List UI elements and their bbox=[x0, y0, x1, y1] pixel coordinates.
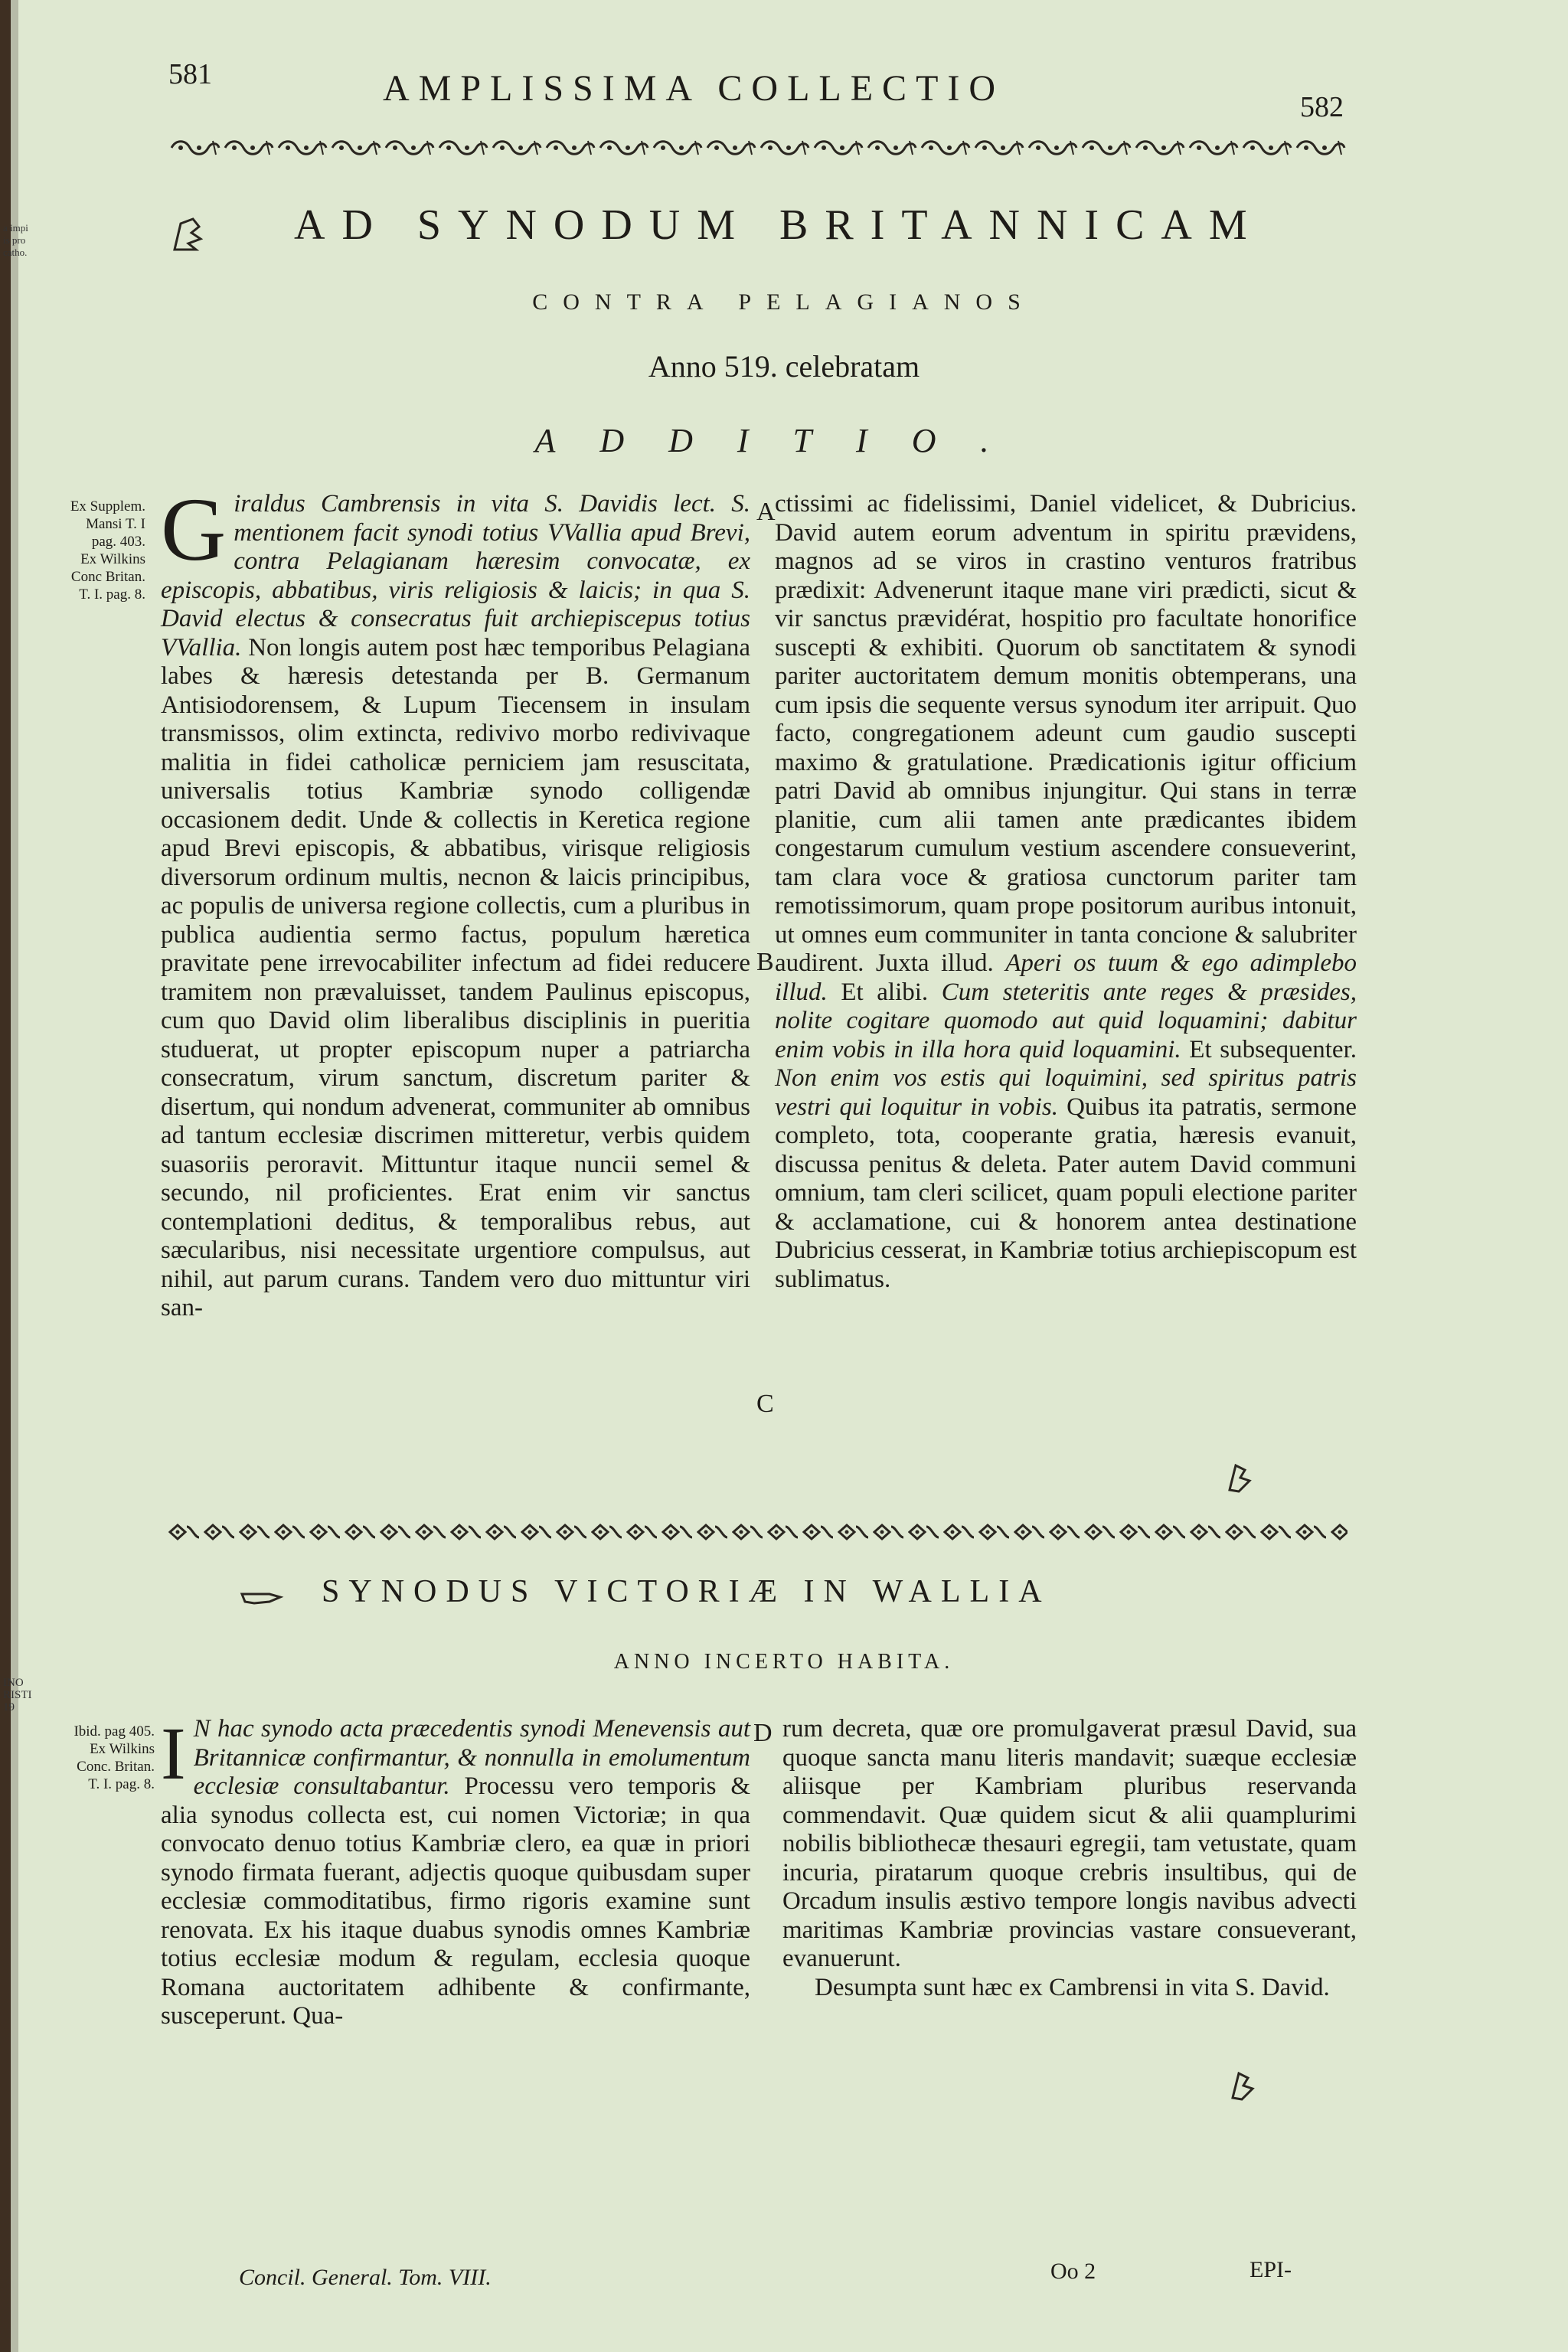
footer-signature: Oo 2 bbox=[1050, 2259, 1096, 2284]
fragment-line: RISTI bbox=[3, 1689, 32, 1701]
section1-title: AD SYNODUM BRITANNICAM bbox=[294, 201, 1264, 249]
section2-margin-note bbox=[40, 1723, 155, 1793]
section-letter-b: B bbox=[756, 948, 774, 976]
section1-right-text-b: Et alibi. bbox=[841, 978, 929, 1006]
margin-note-line: pag. 403. bbox=[91, 534, 145, 550]
margin-note-line: Ex Wilkins bbox=[80, 551, 145, 567]
section1-quote-3: Non enim vos estis qui loquimini, sed spiritus patris vestri qui loquitur in vobis. bbox=[775, 1064, 1357, 1121]
manicule-icon bbox=[239, 1586, 285, 1609]
margin-note-line: Conc Britan. bbox=[70, 569, 145, 585]
manicule-icon bbox=[1227, 2069, 1257, 2102]
pointing-hand-icon bbox=[170, 216, 204, 258]
section-letter-d: D bbox=[753, 1719, 773, 1747]
section1-right-text-a: ctissimi ac fidelissimi, Daniel videlicet, & Dubricius. David autem eorum adventum in spiritu prævidens, magnos ad se viros in crastino venturos fratribus prædixit: Advenerunt itaque mane viri prædicti, sicut & vir sanctus prævidérat, hospitio pro facultate honorifice suscepti & exhibiti. Quorum ob sanctitatem & synodi pariter auctoritatem demum monitis obtemperans, una cum ipsis die sequente versus synodum iter arripuit. Quo facto, congregationem adeunt cum gaudio suscepti maximo & gratulatione. Prædicationis igitur officium patri David ab omnibus injungitur. Qui stans in terræ planitie, cum alii tamen ante prædicantes ibidem congestarum cumulum vestium ascendere consueverint, tam clara voce & gratiosa cunctorum pariter tam remotissimorum, quam prope positorum auribus intonuit, ut omnes eum communiter in tanta concione & salubriter audirent. Juxta illud. bbox=[775, 490, 1357, 977]
manicule-icon bbox=[1223, 1461, 1254, 1494]
section1-year: Anno 519. celebratam bbox=[648, 349, 920, 384]
section1-left-intro-italic: iraldus Cambrensis in vita S. Davidis lect. S. mentionem facit synodi totius VVallia apud Brevi, contra Pelagianam hæresim convocatæ, ex episcopis, abbatibus, viris religiosis & laicis; in qua S. David electus & consecratus fuit archiepiscepus totius VVallia. bbox=[161, 490, 750, 662]
section1-end-hand-icon bbox=[1223, 1461, 1254, 1498]
margin-note-line: Ex Supplem. bbox=[70, 498, 145, 514]
section2-right-column bbox=[782, 1715, 1357, 2002]
margin-note-line: Conc. Britan. bbox=[77, 1759, 155, 1775]
section1-left-text: Non longis autem post hæc temporibus Pelagiana labes & hæresis detestanda per B. Germanum Antisiodorensem, & Lupum Tiecensem in insulam transmissos, olim extincta, redivivo morbo redivivaque malitia in fidei catholicæ perniciem jam resuscitata, universalis totius Kambriæ synodo colligendæ occasionem dedit. Unde & collectis in Keretica regione apud Brevi episcopis, & abbatibus, virisque religiosis diversorum ordinum multis, necnon & laicis principibus, ac populis de universa regione collectis, cum a pluribus in publica audientia sermo factus, populum hæretica pravitate pene irrevocabiliter infectum ad fidei reducere tramitem non prævaluisset, tandem Paulinus episcopus, cum quo David olim liberalibus disciplinis in pueritia studuerat, ut propter episcopum nuper a patriarcha consecratum, virum sanctum, discretum pariter & disertum, qui nondum advenerat, communiter ab omnibus ad tantum ecclesiæ discrimen mitteretur, verbis quidem suasoriis peroravit. Mittuntur itaque nuncii semel & secundo, nil proficientes. Erat enim vir sanctus contemplationi deditus, & temporalibus rebus, aut sæcularibus, nisi necessitate urgentiore compulsus, aut nihil, aut parum curans. Tandem vero duo mittuntur viri san- bbox=[161, 633, 751, 1321]
section-letter-a: A bbox=[756, 498, 776, 526]
fragment-line: catho. bbox=[3, 247, 28, 258]
ornament-border-svg bbox=[168, 1522, 1348, 1542]
ornament-border-svg bbox=[168, 138, 1348, 158]
running-title: AMPLISSIMA COLLECTIO bbox=[383, 68, 1005, 109]
left-edge-fragment-bottom bbox=[3, 1677, 34, 1713]
section2-left-intro-italic: N hac synodo acta præcedentis synodi Menevensis aut Britannicæ confirmantur, & nonnulla in emolumentum ecclesiæ consultabantur. bbox=[193, 1715, 750, 1800]
pointing-hand-icon bbox=[239, 1586, 285, 1613]
section2-end-hand-icon bbox=[1227, 2069, 1257, 2106]
section1-left-column bbox=[161, 479, 751, 1323]
margin-note-line: Mansi T. I bbox=[86, 516, 145, 532]
section1-right-column bbox=[775, 490, 1357, 1294]
section2-left-text: Processu vero temporis & alia synodus collecta est, cui nomen Victoriæ; in qua convocato denuo totius Kambriæ clero, ea quæ in priori synodo firmata fuerant, adjectis quoque quibusdam super ecclesiæ commoditatibus, firmo rigoris examine sunt renovata. Ex his itaque duabus synodis omnes Kambriæ totius ecclesiæ modum & regulam, ecclesia quoque Romana auctoritatem adhibente & confirmante, susceperunt. Qua- bbox=[161, 1772, 750, 2030]
section1-margin-note bbox=[38, 498, 145, 603]
section2-source-note: Desumpta sunt hæc ex Cambrensi in vita S. David. bbox=[815, 1973, 1330, 2001]
margin-note-line: Ibid. pag 405. bbox=[74, 1723, 155, 1740]
fragment-line: 19 bbox=[3, 1701, 15, 1713]
margin-note-line: Ex Wilkins bbox=[90, 1741, 155, 1757]
page-number-right: 582 bbox=[1300, 91, 1344, 123]
section2-left-column bbox=[161, 1715, 750, 2031]
section2-subtitle: ANNO INCERTO HABITA. bbox=[613, 1650, 955, 1674]
section-letter-c: C bbox=[756, 1390, 774, 1418]
section2-title: SYNODUS VICTORIÆ IN WALLIA bbox=[322, 1574, 1051, 1609]
section2-dropcap: I bbox=[161, 1713, 186, 1795]
section1-right-text-c: Et subsequenter. bbox=[1189, 1035, 1357, 1063]
left-edge-fragment-top bbox=[3, 222, 41, 259]
footer-catchword: EPI- bbox=[1250, 2257, 1292, 2282]
fragment-line: INO bbox=[3, 1677, 24, 1689]
section1-quote-2: Cum steteritis ante reges & præsides, nolite cogitare quomodo aut quid loquamini; dabitur enim vobis in illa hora quid loquamini. bbox=[775, 978, 1357, 1063]
margin-note-line: T. I. pag. 8. bbox=[88, 1776, 155, 1792]
section1-subtitle: CONTRA PELAGIANOS bbox=[532, 289, 1036, 315]
fragment-line: is pro bbox=[3, 234, 26, 246]
fragment-line: a impi bbox=[3, 222, 28, 234]
manicule-icon bbox=[170, 216, 204, 254]
margin-note-line: T. I. pag. 8. bbox=[79, 586, 145, 603]
section1-additio: ADDITIO. bbox=[534, 422, 1034, 459]
footer-volume: Concil. General. Tom. VIII. bbox=[239, 2265, 492, 2290]
section1-dropcap: G bbox=[161, 479, 227, 580]
ornamental-border-middle bbox=[168, 1522, 1348, 1542]
section1-right-text-d: Quibus ita patratis, sermone completo, tota, cooperante gratia, hæresis evanuit, discussa penitus & deleta. Pater autem David communi omnium, tam cleri scilicet, quam populi electione pariter & acclamatione, cui & honorem antea destinatione Dubricius cesserat, in Kambriæ totius archiepiscopum est sublimatus. bbox=[775, 1093, 1357, 1293]
ornamental-border-top bbox=[168, 138, 1348, 158]
page-number-left: 581 bbox=[168, 58, 212, 90]
section1-quote-1: Aperi os tuum & ego adimplebo illud. bbox=[775, 949, 1357, 1006]
section2-right-text: rum decreta, quæ ore promulgaverat præsul David, sua quoque sancta manu literis mandavit; suæque ecclesiæ aliisque per Kambriam pluribus reservanda commendavit. Quæ quidem sicut & alii quamplurimi nobilis bibliothecæ thesauri egregii, tam vetustate, quam incuria, piratarum quoque crebris insultibus, qui de Orcadum insulis æstivo tempore longis navibus advecti maritimas Kambriæ provincias vastare consueverant, evanuerunt. bbox=[782, 1715, 1357, 1972]
